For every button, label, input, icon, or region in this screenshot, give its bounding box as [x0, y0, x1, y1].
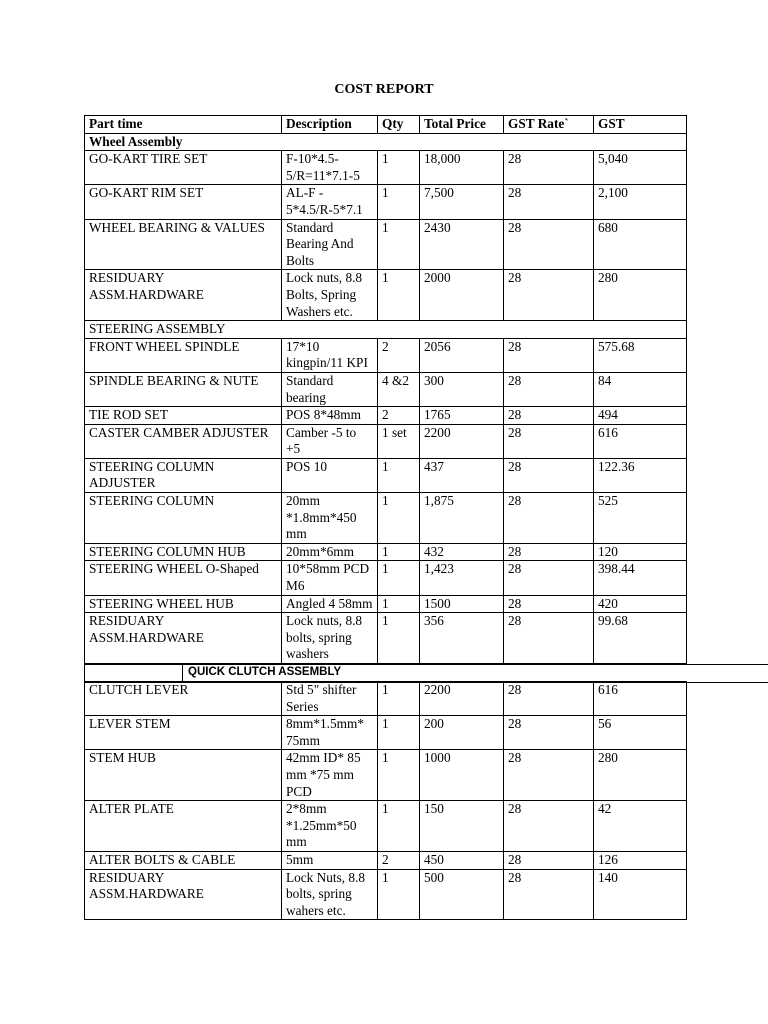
cell-total-price: 1,423 [420, 561, 504, 595]
cell-part: STEERING WHEEL O-Shaped [85, 561, 282, 595]
cell-total-price: 7,500 [420, 185, 504, 219]
cell-gst-rate: 28 [504, 424, 594, 458]
table-row [85, 613, 687, 664]
cell-qty: 1 [378, 750, 420, 801]
cell-part: STEERING COLUMN HUB [85, 543, 282, 561]
table-row [85, 716, 687, 750]
cell-gst-rate: 28 [504, 338, 594, 372]
cell-total-price: 2200 [420, 682, 504, 716]
cell-description: Camber -5 to +5 [282, 424, 378, 458]
cell-part: ALTER PLATE [85, 801, 282, 852]
table-body [85, 133, 687, 920]
cell-total-price: 450 [420, 851, 504, 869]
table-row [85, 185, 687, 219]
cell-gst: 84 [594, 372, 687, 406]
cell-part: RESIDUARY ASSM.HARDWARE [85, 613, 282, 664]
table-row [85, 458, 687, 492]
table-row [85, 750, 687, 801]
header-total-price: Total Price [420, 116, 504, 134]
cell-description: 20mm*6mm [282, 543, 378, 561]
cell-qty: 1 [378, 801, 420, 852]
table-row [85, 851, 687, 869]
cell-description: Lock Nuts, 8.8 bolts, spring wahers etc. [282, 869, 378, 920]
section-row [85, 321, 687, 339]
cell-total-price: 500 [420, 869, 504, 920]
cell-total-price: 2430 [420, 219, 504, 270]
cell-description: 10*58mm PCD M6 [282, 561, 378, 595]
cell-part: WHEEL BEARING & VALUES [85, 219, 282, 270]
cell-part: ALTER BOLTS & CABLE [85, 851, 282, 869]
cell-description: Lock nuts, 8.8 bolts, spring washers [282, 613, 378, 664]
cell-gst-rate: 28 [504, 561, 594, 595]
table-row [85, 151, 687, 185]
table-row [85, 801, 687, 852]
cell-gst: 680 [594, 219, 687, 270]
cell-gst-rate: 28 [504, 613, 594, 664]
cell-gst-rate: 28 [504, 595, 594, 613]
section-title-clutch: QUICK CLUTCH ASSEMBLY [188, 665, 342, 678]
cell-gst: 616 [594, 424, 687, 458]
cell-total-price: 1765 [420, 407, 504, 425]
table-row [85, 270, 687, 321]
table-row [85, 869, 687, 920]
cell-gst: 420 [594, 595, 687, 613]
cell-gst: 56 [594, 716, 687, 750]
report-title: COST REPORT [334, 82, 434, 97]
table-row [85, 682, 687, 716]
cell-gst: 140 [594, 869, 687, 920]
header-qty: Qty [378, 116, 420, 134]
cell-qty: 1 [378, 561, 420, 595]
cell-qty: 1 [378, 493, 420, 544]
cell-part: FRONT WHEEL SPINDLE [85, 338, 282, 372]
cell-description: F-10*4.5-5/R=11*7.1-5 [282, 151, 378, 185]
cell-description: 5mm [282, 851, 378, 869]
cell-gst-rate: 28 [504, 801, 594, 852]
cell-description: POS 10 [282, 458, 378, 492]
table-row [85, 493, 687, 544]
cell-gst: 120 [594, 543, 687, 561]
cell-part: CASTER CAMBER ADJUSTER [85, 424, 282, 458]
cost-table [84, 115, 687, 920]
cell-qty: 1 [378, 613, 420, 664]
section-divider [182, 665, 183, 682]
header-gst: GST [594, 116, 687, 134]
cell-part: STEM HUB [85, 750, 282, 801]
cell-gst-rate: 28 [504, 458, 594, 492]
cell-gst: 494 [594, 407, 687, 425]
cell-gst: 126 [594, 851, 687, 869]
cell-gst-rate: 28 [504, 493, 594, 544]
cell-qty: 1 [378, 543, 420, 561]
cell-part: CLUTCH LEVER [85, 682, 282, 716]
cell-gst: 398.44 [594, 561, 687, 595]
header-part: Part time [85, 116, 282, 134]
table-row [85, 219, 687, 270]
cell-gst: 2,100 [594, 185, 687, 219]
cell-total-price: 2200 [420, 424, 504, 458]
cell-description: Angled 4 58mm [282, 595, 378, 613]
cell-description: 17*10 kingpin/11 KPI [282, 338, 378, 372]
cell-part: GO-KART RIM SET [85, 185, 282, 219]
cell-description: 20mm *1.8mm*450 mm [282, 493, 378, 544]
cell-part: STEERING COLUMN ADJUSTER [85, 458, 282, 492]
cell-gst: 616 [594, 682, 687, 716]
cell-gst: 99.68 [594, 613, 687, 664]
cell-qty: 2 [378, 407, 420, 425]
cell-qty: 1 [378, 219, 420, 270]
cell-qty: 4 &2 [378, 372, 420, 406]
cell-total-price: 1000 [420, 750, 504, 801]
cell-qty: 1 [378, 458, 420, 492]
quick-clutch-section-row [84, 664, 768, 683]
cell-part: GO-KART TIRE SET [85, 151, 282, 185]
cell-gst-rate: 28 [504, 716, 594, 750]
cell-gst: 5,040 [594, 151, 687, 185]
cell-total-price: 18,000 [420, 151, 504, 185]
table-row [85, 407, 687, 425]
section-title: Wheel Assembly [85, 133, 687, 151]
table-row [85, 338, 687, 372]
cell-part: RESIDUARY ASSM.HARDWARE [85, 270, 282, 321]
cell-gst-rate: 28 [504, 151, 594, 185]
cell-description: Std 5" shifter Series [282, 682, 378, 716]
cell-gst-rate: 28 [504, 543, 594, 561]
cell-gst-rate: 28 [504, 869, 594, 920]
cell-total-price: 356 [420, 613, 504, 664]
cell-total-price: 300 [420, 372, 504, 406]
cell-description: 2*8mm *1.25mm*50 mm [282, 801, 378, 852]
table-row [85, 561, 687, 595]
cell-gst: 525 [594, 493, 687, 544]
cell-description: POS 8*48mm [282, 407, 378, 425]
cell-qty: 1 [378, 869, 420, 920]
section-row [85, 133, 687, 151]
cell-total-price: 2000 [420, 270, 504, 321]
cell-qty: 1 [378, 595, 420, 613]
cell-gst: 280 [594, 270, 687, 321]
cell-total-price: 1500 [420, 595, 504, 613]
cell-gst: 280 [594, 750, 687, 801]
cell-gst-rate: 28 [504, 407, 594, 425]
cell-total-price: 150 [420, 801, 504, 852]
cell-description: Lock nuts, 8.8 Bolts, Spring Washers etc. [282, 270, 378, 321]
cell-description: Standard bearing [282, 372, 378, 406]
cell-gst-rate: 28 [504, 219, 594, 270]
cell-description: AL-F - 5*4.5/R-5*7.1 [282, 185, 378, 219]
cell-qty: 1 [378, 682, 420, 716]
cell-gst-rate: 28 [504, 851, 594, 869]
cell-total-price: 437 [420, 458, 504, 492]
cell-qty: 1 [378, 716, 420, 750]
cell-qty: 1 [378, 151, 420, 185]
cell-part: STEERING COLUMN [85, 493, 282, 544]
table-row [85, 595, 687, 613]
section-title: STEERING ASSEMBLY [85, 321, 687, 339]
header-description: Description [282, 116, 378, 134]
cell-gst-rate: 28 [504, 185, 594, 219]
cell-part: SPINDLE BEARING & NUTE [85, 372, 282, 406]
cell-qty: 2 [378, 338, 420, 372]
cell-total-price: 2056 [420, 338, 504, 372]
cell-gst: 42 [594, 801, 687, 852]
table-row [85, 424, 687, 458]
table-header-row [85, 116, 687, 134]
cell-qty: 1 [378, 270, 420, 321]
cell-description: 8mm*1.5mm* 75mm [282, 716, 378, 750]
cell-description: Standard Bearing And Bolts [282, 219, 378, 270]
cell-total-price: 432 [420, 543, 504, 561]
cell-part: TIE ROD SET [85, 407, 282, 425]
cell-gst-rate: 28 [504, 682, 594, 716]
cell-part: RESIDUARY ASSM.HARDWARE [85, 869, 282, 920]
cell-qty: 2 [378, 851, 420, 869]
cell-total-price: 200 [420, 716, 504, 750]
table-row [85, 543, 687, 561]
cell-gst: 122.36 [594, 458, 687, 492]
header-gst-rate: GST Rate` [504, 116, 594, 134]
cell-part: STEERING WHEEL HUB [85, 595, 282, 613]
cell-gst-rate: 28 [504, 372, 594, 406]
cell-qty: 1 [378, 185, 420, 219]
cell-part: LEVER STEM [85, 716, 282, 750]
cell-qty: 1 set [378, 424, 420, 458]
cell-gst: 575.68 [594, 338, 687, 372]
table-row [85, 372, 687, 406]
cell-description: 42mm ID* 85 mm *75 mm PCD [282, 750, 378, 801]
cell-total-price: 1,875 [420, 493, 504, 544]
cell-gst-rate: 28 [504, 750, 594, 801]
cell-gst-rate: 28 [504, 270, 594, 321]
